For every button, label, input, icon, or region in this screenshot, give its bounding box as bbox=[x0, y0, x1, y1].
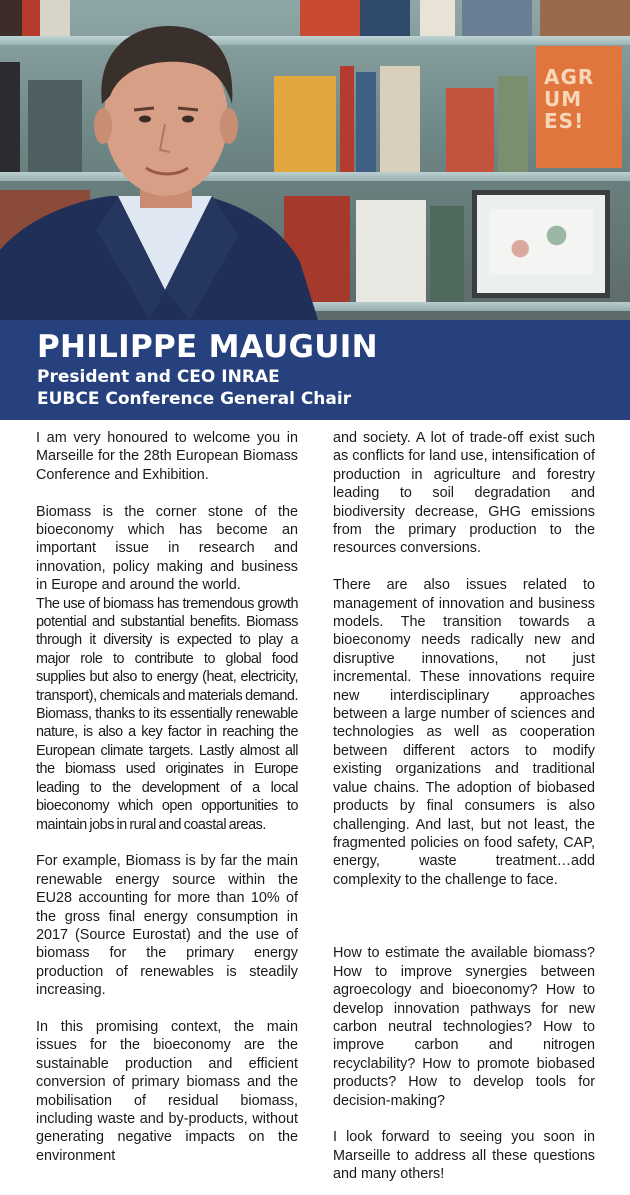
book bbox=[420, 0, 455, 36]
picture-frame bbox=[472, 190, 610, 298]
portrait-photo bbox=[0, 0, 630, 320]
body-column-right bbox=[333, 429, 595, 1184]
book bbox=[380, 66, 420, 172]
book bbox=[446, 88, 494, 172]
person-portrait bbox=[0, 0, 330, 320]
speaker-role-secondary: EUBCE Conference General Chair bbox=[37, 389, 352, 409]
book bbox=[360, 0, 410, 36]
paragraph: I look forward to seeing you soon in Marseille to address all these questions and many others! bbox=[333, 1129, 595, 1183]
book bbox=[340, 66, 354, 172]
book bbox=[540, 0, 630, 36]
paragraph: There are also issues related to management of innovation and business models. The transition towards a bioeconomy needs radically new and disruptive innovations, not just incremental. These innovations require new interdisciplinary approaches between a large number of sciences and technologies as well as cooperation between different actors to modify existing organizations and traditional value chains. The adoption of biobased products by final consumers is also challenging. And last, but not least, the fragmented policies on food safety, CAP, energy, waste treatment…add complexity to the challenge to face. bbox=[333, 577, 595, 888]
speaker-name: PHILIPPE MAUGUIN bbox=[37, 329, 378, 365]
paragraph: How to estimate the available biomass? How to improve synergies between agroecology and bioeconomy? How to develop innovation pathways for new carbon neutral technologies? How to improve carbon and nitrogen recyclability? How to promote biobased products? How to develop tools for decision-making? bbox=[333, 945, 595, 1109]
name-banner bbox=[0, 320, 630, 420]
paragraph: I am very honoured to welcome you in Marseille for the 28th European Biomass Conference and Exhibition. bbox=[36, 430, 298, 483]
body-column-left bbox=[36, 429, 298, 1165]
book bbox=[356, 200, 426, 302]
paragraph: Biomass is the corner stone of the bioeconomy which has become an important issue in research and innovation, policy making and business in Europe and around the world. bbox=[36, 503, 298, 594]
paragraph: The use of biomass has tremendous growth potential and substantial benefits. Biomass through it diversity is expected to play a major role to contribute to global food supplies but also to energy (heat, electricity, transport), chemicals and materials demand. Biomass, thanks to its essentially renewable nature, is also a key factor in reaching the European climate targets. Lastly almost all the biomass used originates in Europe leading to the development of a local bioeconomy which open opportunities to maintain jobs in rural and coastal areas. bbox=[36, 595, 298, 833]
speaker-role: President and CEO INRAE bbox=[37, 367, 280, 387]
book bbox=[462, 0, 532, 36]
paragraph: and society. A lot of trade-off exist such as conflicts for land use, intensification of production in agriculture and forestry leading to soil degradation and biodiversity decrease, GHG emissions from the primary production to the resources conversions. bbox=[333, 430, 595, 557]
book bbox=[498, 76, 528, 172]
book bbox=[356, 72, 376, 172]
book bbox=[430, 206, 464, 302]
paragraph: For example, Biomass is by far the main renewable energy source within the EU28 accounting for more than 10% of the gross final energy consumption in 2017 (Source Eurostat) and the use of biomass for the primary energy production of renewables is steadily increasing. bbox=[36, 853, 298, 999]
paragraph: In this promising context, the main issues for the bioeconomy are the sustainable production and efficient conversion of primary biomass and the mobilisation of residual biomass, including waste and by-products, without generating negative impacts on the environment bbox=[36, 1018, 298, 1164]
book-cover: AGR UM ES! bbox=[536, 46, 622, 168]
